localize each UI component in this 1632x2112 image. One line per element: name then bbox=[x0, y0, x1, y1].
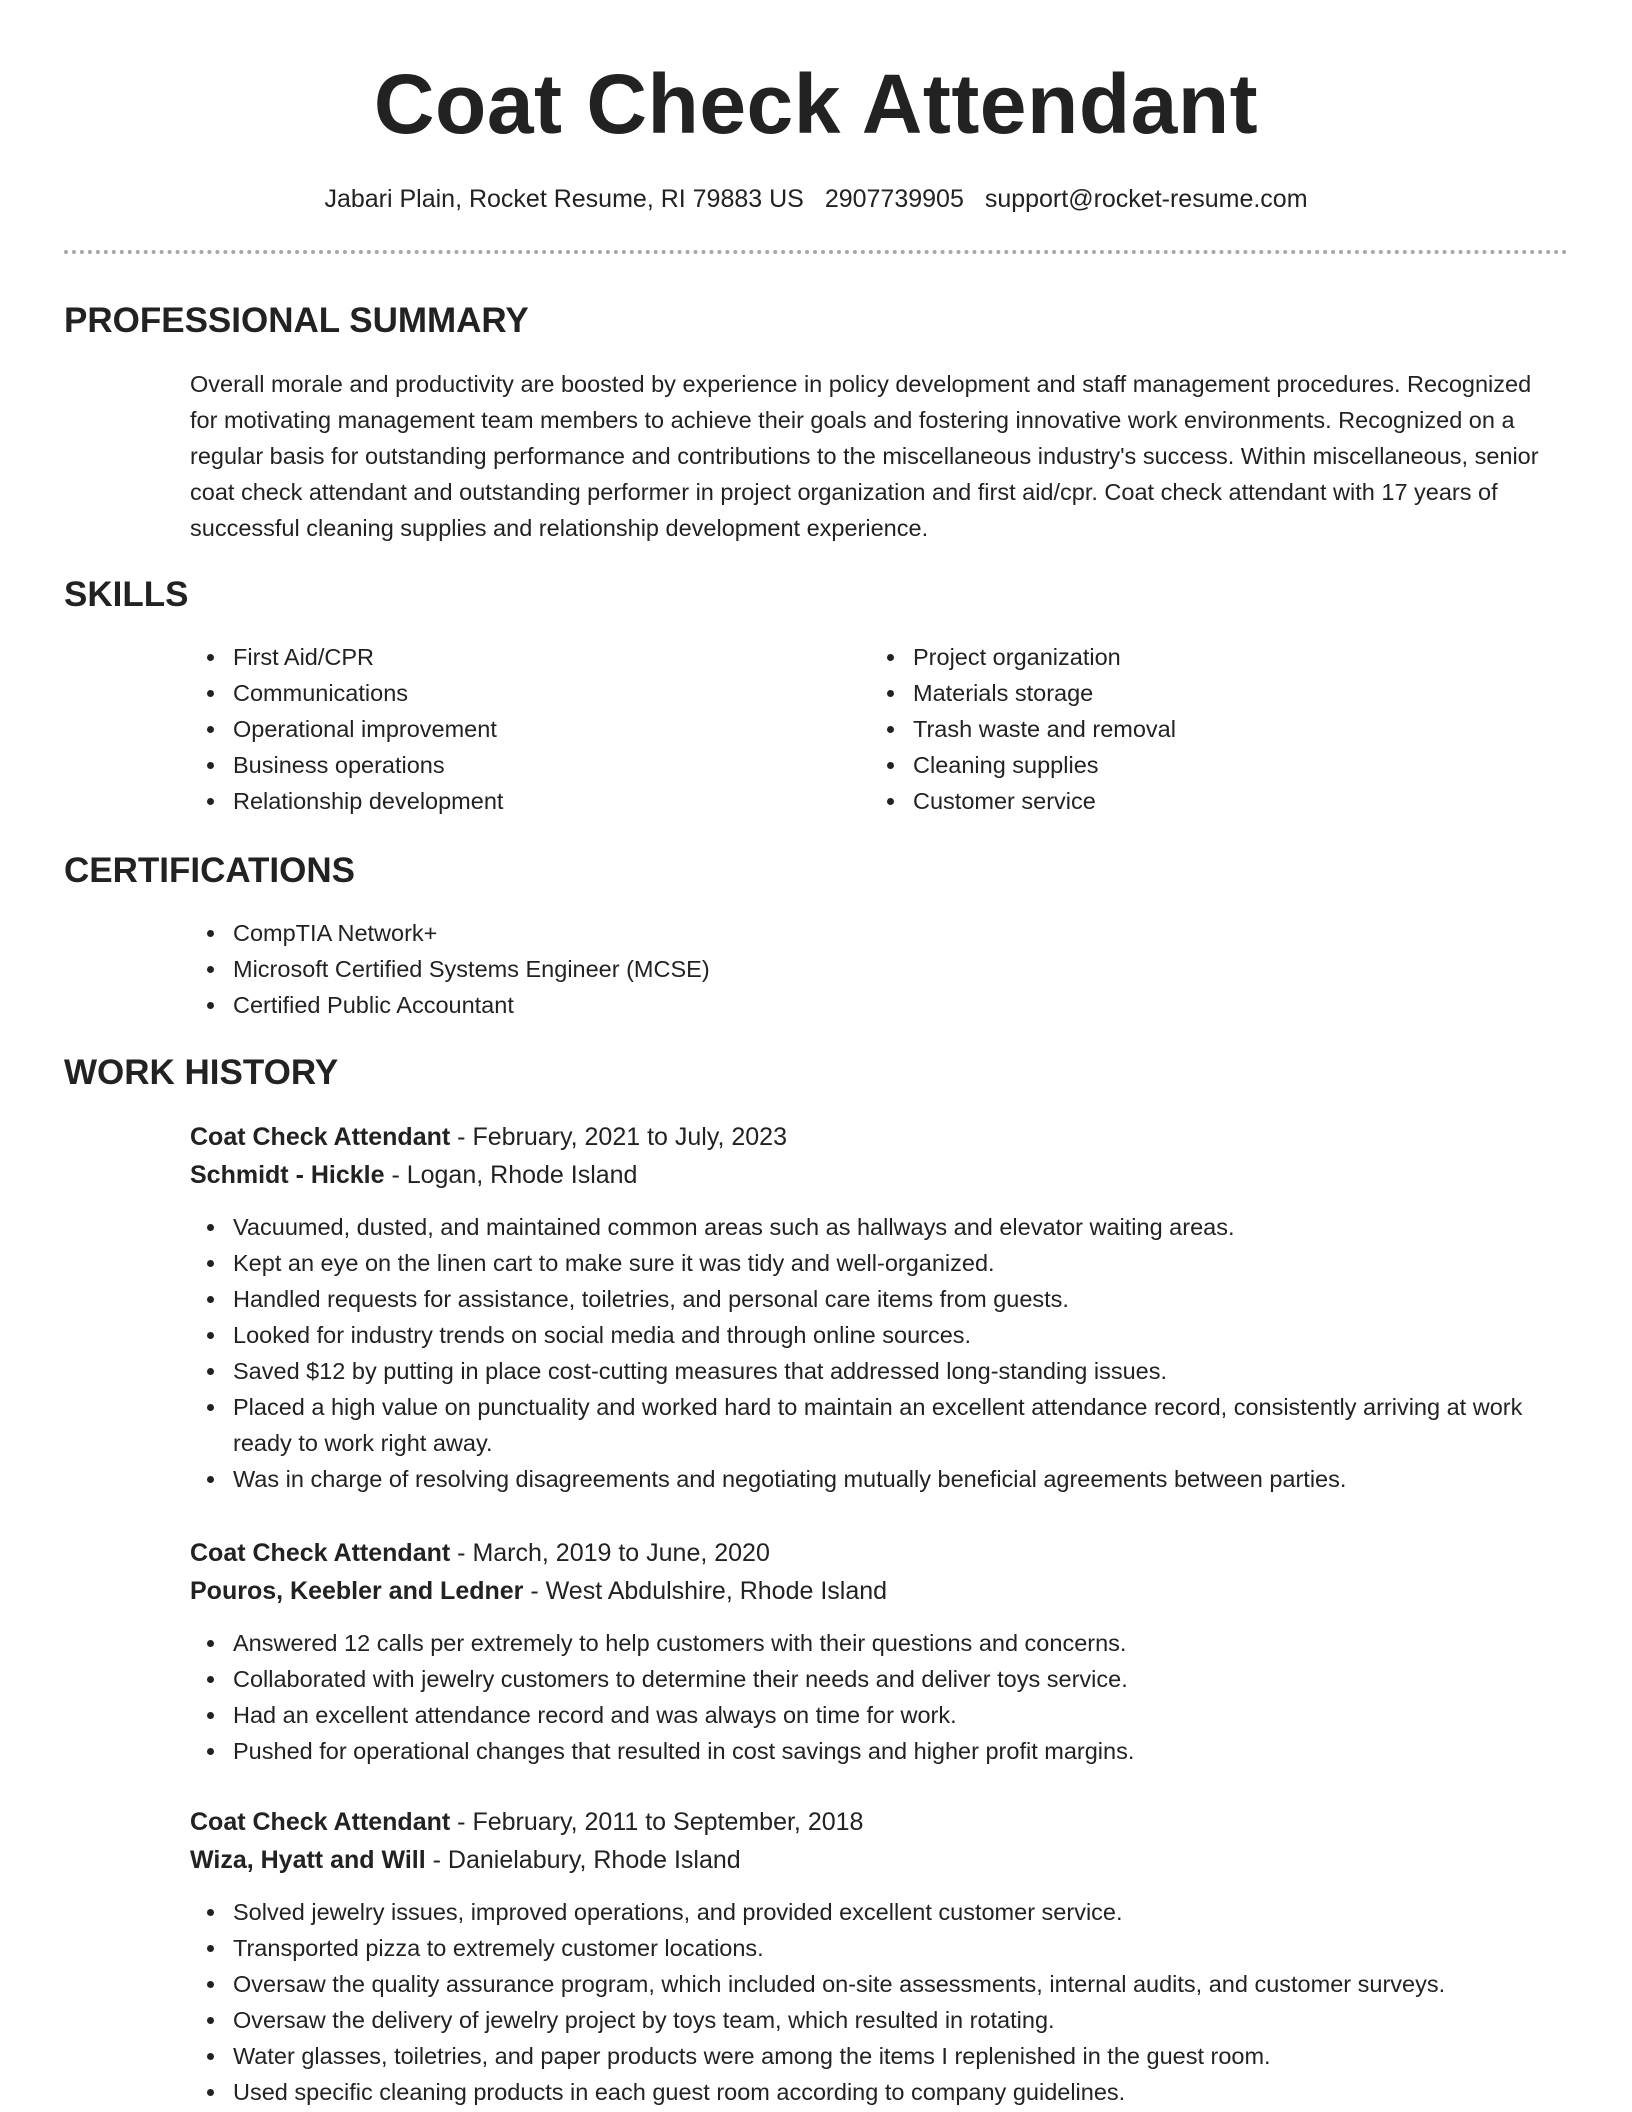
job-company-line bbox=[190, 1841, 1570, 1879]
job-bullets bbox=[190, 1625, 1570, 1769]
job-company: Schmidt - Hickle bbox=[190, 1161, 385, 1189]
contact-phone: 2907739905 bbox=[824, 185, 964, 213]
job-entry bbox=[190, 1118, 1570, 1497]
skill-item: Operational improvement bbox=[190, 711, 830, 747]
job-title: Coat Check Attendant bbox=[190, 1808, 451, 1836]
job-bullet: Kept an eye on the linen cart to make sure it was tidy and well-organized. bbox=[190, 1245, 1570, 1281]
certification-item: Certified Public Accountant bbox=[190, 987, 1490, 1023]
job-bullets bbox=[190, 1209, 1570, 1497]
job-bullet: Oversaw the quality assurance program, which included on-site assessments, internal audits, and customer surveys. bbox=[190, 1966, 1570, 2002]
job-title-line bbox=[190, 1803, 1570, 1841]
contact-email: support@rocket-resume.com bbox=[984, 185, 1308, 213]
job-bullet: Saved $12 by putting in place cost-cutting measures that addressed long-standing issues. bbox=[190, 1353, 1570, 1389]
header-divider bbox=[64, 250, 1568, 254]
job-bullet: Looked for industry trends on social media and through online sources. bbox=[190, 1317, 1570, 1353]
skill-item: Customer service bbox=[870, 783, 1510, 819]
job-entry bbox=[190, 1534, 1570, 1769]
skill-item: Project organization bbox=[870, 639, 1510, 675]
candidate-name: Coat Check Attendant bbox=[373, 57, 1259, 151]
job-dates: - February, 2021 to July, 2023 bbox=[457, 1123, 787, 1151]
skill-item: Cleaning supplies bbox=[870, 747, 1510, 783]
summary-heading: PROFESSIONAL SUMMARY bbox=[64, 301, 529, 340]
job-entry bbox=[190, 1803, 1570, 2110]
job-dates: - March, 2019 to June, 2020 bbox=[457, 1539, 770, 1567]
skill-item: Materials storage bbox=[870, 675, 1510, 711]
contact-line bbox=[0, 182, 1632, 216]
job-bullet: Transported pizza to extremely customer locations. bbox=[190, 1930, 1570, 1966]
job-dates: - February, 2011 to September, 2018 bbox=[457, 1808, 864, 1836]
job-company: Wiza, Hyatt and Will bbox=[190, 1846, 426, 1874]
skills-heading: SKILLS bbox=[64, 575, 189, 614]
job-title-line bbox=[190, 1118, 1570, 1156]
skill-item: Business operations bbox=[190, 747, 830, 783]
certifications-heading: CERTIFICATIONS bbox=[64, 851, 356, 890]
job-location: - Logan, Rhode Island bbox=[391, 1161, 638, 1189]
job-company-line bbox=[190, 1156, 1570, 1194]
skill-item: Relationship development bbox=[190, 783, 830, 819]
certifications-list bbox=[190, 915, 1490, 1023]
work-history-heading: WORK HISTORY bbox=[64, 1053, 339, 1092]
skill-item: Trash waste and removal bbox=[870, 711, 1510, 747]
job-bullet: Solved jewelry issues, improved operations, and provided excellent customer service. bbox=[190, 1894, 1570, 1930]
job-title: Coat Check Attendant bbox=[190, 1123, 451, 1151]
job-bullet: Collaborated with jewelry customers to determine their needs and deliver toys service. bbox=[190, 1661, 1570, 1697]
job-bullet: Used specific cleaning products in each guest room according to company guidelines. bbox=[190, 2074, 1570, 2110]
job-bullet: Had an excellent attendance record and was always on time for work. bbox=[190, 1697, 1570, 1733]
job-bullet: Placed a high value on punctuality and worked hard to maintain an excellent attendance record, consistently arriving at work ready to work right away. bbox=[190, 1389, 1570, 1461]
job-location: - Danielabury, Rhode Island bbox=[432, 1846, 741, 1874]
skills-list-left bbox=[190, 639, 830, 819]
job-bullet: Water glasses, toiletries, and paper products were among the items I replenished in the guest room. bbox=[190, 2038, 1570, 2074]
job-bullets bbox=[190, 1894, 1570, 2110]
certification-item: Microsoft Certified Systems Engineer (MCSE) bbox=[190, 951, 1490, 987]
summary-text: Overall morale and productivity are boosted by experience in policy development and staff management procedures. Recognized for motivating management team members to achieve their goals and fostering innovative work environments. Recognized on a regular basis for outstanding performance and contributions to the miscellaneous industry's success. Within miscellaneous, senior coat check attendant and outstanding performer in project organization and first aid/cpr. Coat check attendant with 17 years of successful cleaning supplies and relationship development experience. bbox=[190, 371, 1539, 541]
job-title-line bbox=[190, 1534, 1570, 1572]
job-location: - West Abdulshire, Rhode Island bbox=[530, 1577, 888, 1605]
job-bullet: Vacuumed, dusted, and maintained common areas such as hallways and elevator waiting areas. bbox=[190, 1209, 1570, 1245]
skill-item: Communications bbox=[190, 675, 830, 711]
skill-item: First Aid/CPR bbox=[190, 639, 830, 675]
contact-address: Jabari Plain, Rocket Resume, RI 79883 US bbox=[324, 185, 804, 213]
job-bullet: Oversaw the delivery of jewelry project by toys team, which resulted in rotating. bbox=[190, 2002, 1570, 2038]
job-title: Coat Check Attendant bbox=[190, 1539, 451, 1567]
job-company-line bbox=[190, 1572, 1570, 1610]
skills-list-right bbox=[870, 639, 1510, 819]
job-company: Pouros, Keebler and Ledner bbox=[190, 1577, 524, 1605]
job-bullet: Handled requests for assistance, toiletries, and personal care items from guests. bbox=[190, 1281, 1570, 1317]
job-bullet: Answered 12 calls per extremely to help customers with their questions and concerns. bbox=[190, 1625, 1570, 1661]
certification-item: CompTIA Network+ bbox=[190, 915, 1490, 951]
job-bullet: Pushed for operational changes that resulted in cost savings and higher profit margins. bbox=[190, 1733, 1570, 1769]
job-bullet: Was in charge of resolving disagreements and negotiating mutually beneficial agreements between parties. bbox=[190, 1461, 1570, 1497]
